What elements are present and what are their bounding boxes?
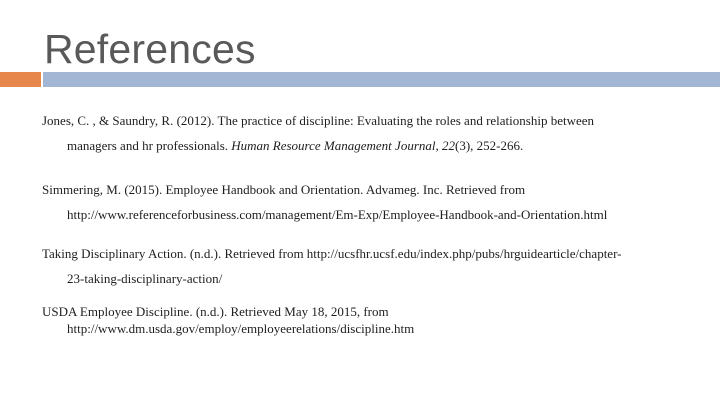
reference-item-jones: [42, 108, 702, 158]
reference-text: ,: [435, 138, 442, 153]
reference-url: http://www.referenceforbusiness.com/management/Em-Exp/Employee-Handbook-and-Orientation.html: [67, 207, 608, 222]
reference-item-simmering: [42, 177, 702, 227]
title-accent-bar: [43, 72, 720, 87]
reference-url: http://www.dm.usda.gov/employ/employeerelations/discipline.htm: [67, 321, 415, 336]
reference-line: USDA Employee Discipline. (n.d.). Retrieved May 18, 2015, from: [42, 304, 389, 319]
page-title: References: [44, 26, 256, 72]
reference-item-usda: [42, 303, 702, 337]
reference-line: Taking Disciplinary Action. (n.d.). Retrieved from http://ucsfhr.ucsf.edu/index.php/pubs/hrguidearticle/chapter-: [42, 246, 622, 261]
reference-text: (3), 252-266.: [455, 138, 524, 153]
reference-item-ucsf: [42, 241, 702, 291]
reference-line: Jones, C. , & Saundry, R. (2012). The practice of discipline: Evaluating the roles and relationship between: [42, 113, 595, 128]
title-accent-square: [0, 72, 41, 87]
journal-title: Human Resource Management Journal: [231, 138, 436, 153]
reference-line-continued: 23-taking-disciplinary-action/: [67, 271, 223, 286]
reference-line-continued: [42, 133, 702, 158]
reference-line: Simmering, M. (2015). Employee Handbook and Orientation. Advameg. Inc. Retrieved from: [42, 182, 526, 197]
reference-text: managers and hr professionals.: [67, 138, 232, 153]
journal-volume: 22: [442, 138, 455, 153]
